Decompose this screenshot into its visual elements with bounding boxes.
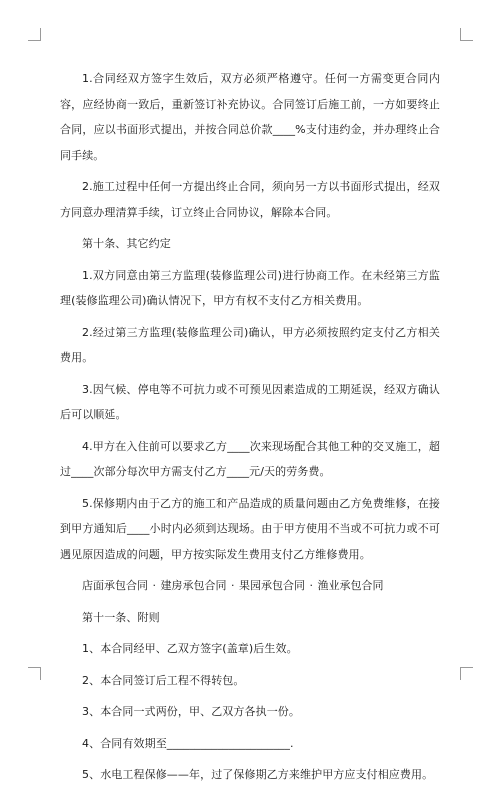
appendix-item: 1、本合同经甲、乙双方签字(盖章)后生效。 — [82, 642, 298, 655]
clause-paragraph: 2.施工过程中任何一方提出终止合同，须向另一方以书面形式提出，经双方同意办理清算手续，订立终止合同协议，解除本合同。 — [60, 180, 440, 219]
section-heading-11: 第十一条、附则 — [82, 610, 160, 624]
appendix-item: 5、水电工程保修——年，过了保修期乙方来维护甲方应支付相应费用。 — [82, 768, 434, 781]
clause-paragraph: 1.合同经双方签字生效后，双方必须严格遵守。任何一方需变更合同内容，应经协商一致后，重新签订补充协议。合同签订后施工前，一方如要终止合同，应以书面形式提出，并按合同总价款____%支付违约金，并办理终止合同手续。 — [60, 72, 440, 162]
appendix-item: 2、本合同签订后工程不得转包。 — [82, 673, 245, 687]
crop-mark-bottom-right — [460, 667, 473, 680]
clause-paragraph: 1.双方同意由第三方监理(装修监理公司)进行协商工作。在未经第三方监理(装修监理公司)确认情况下，甲方有权不支付乙方相关费用。 — [60, 268, 440, 307]
related-link[interactable]: 渔业承包合同 — [317, 579, 384, 592]
related-link[interactable]: 建房承包合同 — [160, 579, 227, 592]
crop-mark-bottom-left — [28, 667, 41, 680]
link-separator: · — [309, 579, 313, 592]
clause-paragraph: 4.甲方在入住前可以要求乙方____次来现场配合其他工种的交叉施工，超过____次部分每次甲方需支付乙方____元/天的劳务费。 — [60, 439, 440, 478]
related-links-row — [60, 573, 440, 599]
appendix-item: 3、本合同一式两份，甲、乙双方各执一份。 — [82, 705, 300, 718]
clause-paragraph: 2.经过第三方监理(装修监理公司)确认，甲方必须按照约定支付乙方相关费用。 — [60, 325, 440, 364]
crop-mark-top-right — [460, 28, 473, 41]
crop-mark-top-left — [28, 28, 41, 41]
document-body — [60, 66, 440, 788]
related-link[interactable]: 店面承包合同 — [82, 579, 148, 592]
clause-paragraph: 5.保修期内由于乙方的施工和产品造成的质量问题由乙方免费维修，在接到甲方通知后____小时内必须到达现场。由于甲方使用不当或不可抗力或不可遇见原因造成的问题，甲方按实际发生费用支付乙方维修费用。 — [60, 496, 440, 561]
related-link[interactable]: 果园承包合同 — [239, 579, 305, 592]
link-separator: · — [231, 579, 235, 592]
section-heading-10: 第十条、其它约定 — [82, 237, 171, 250]
link-separator: · — [152, 579, 156, 592]
appendix-item: 4、合同有效期至______________________. — [82, 736, 294, 750]
clause-paragraph: 3.因气候、停电等不可抗力或不可预见因素造成的工期延误，经双方确认后可以顺延。 — [60, 382, 440, 421]
